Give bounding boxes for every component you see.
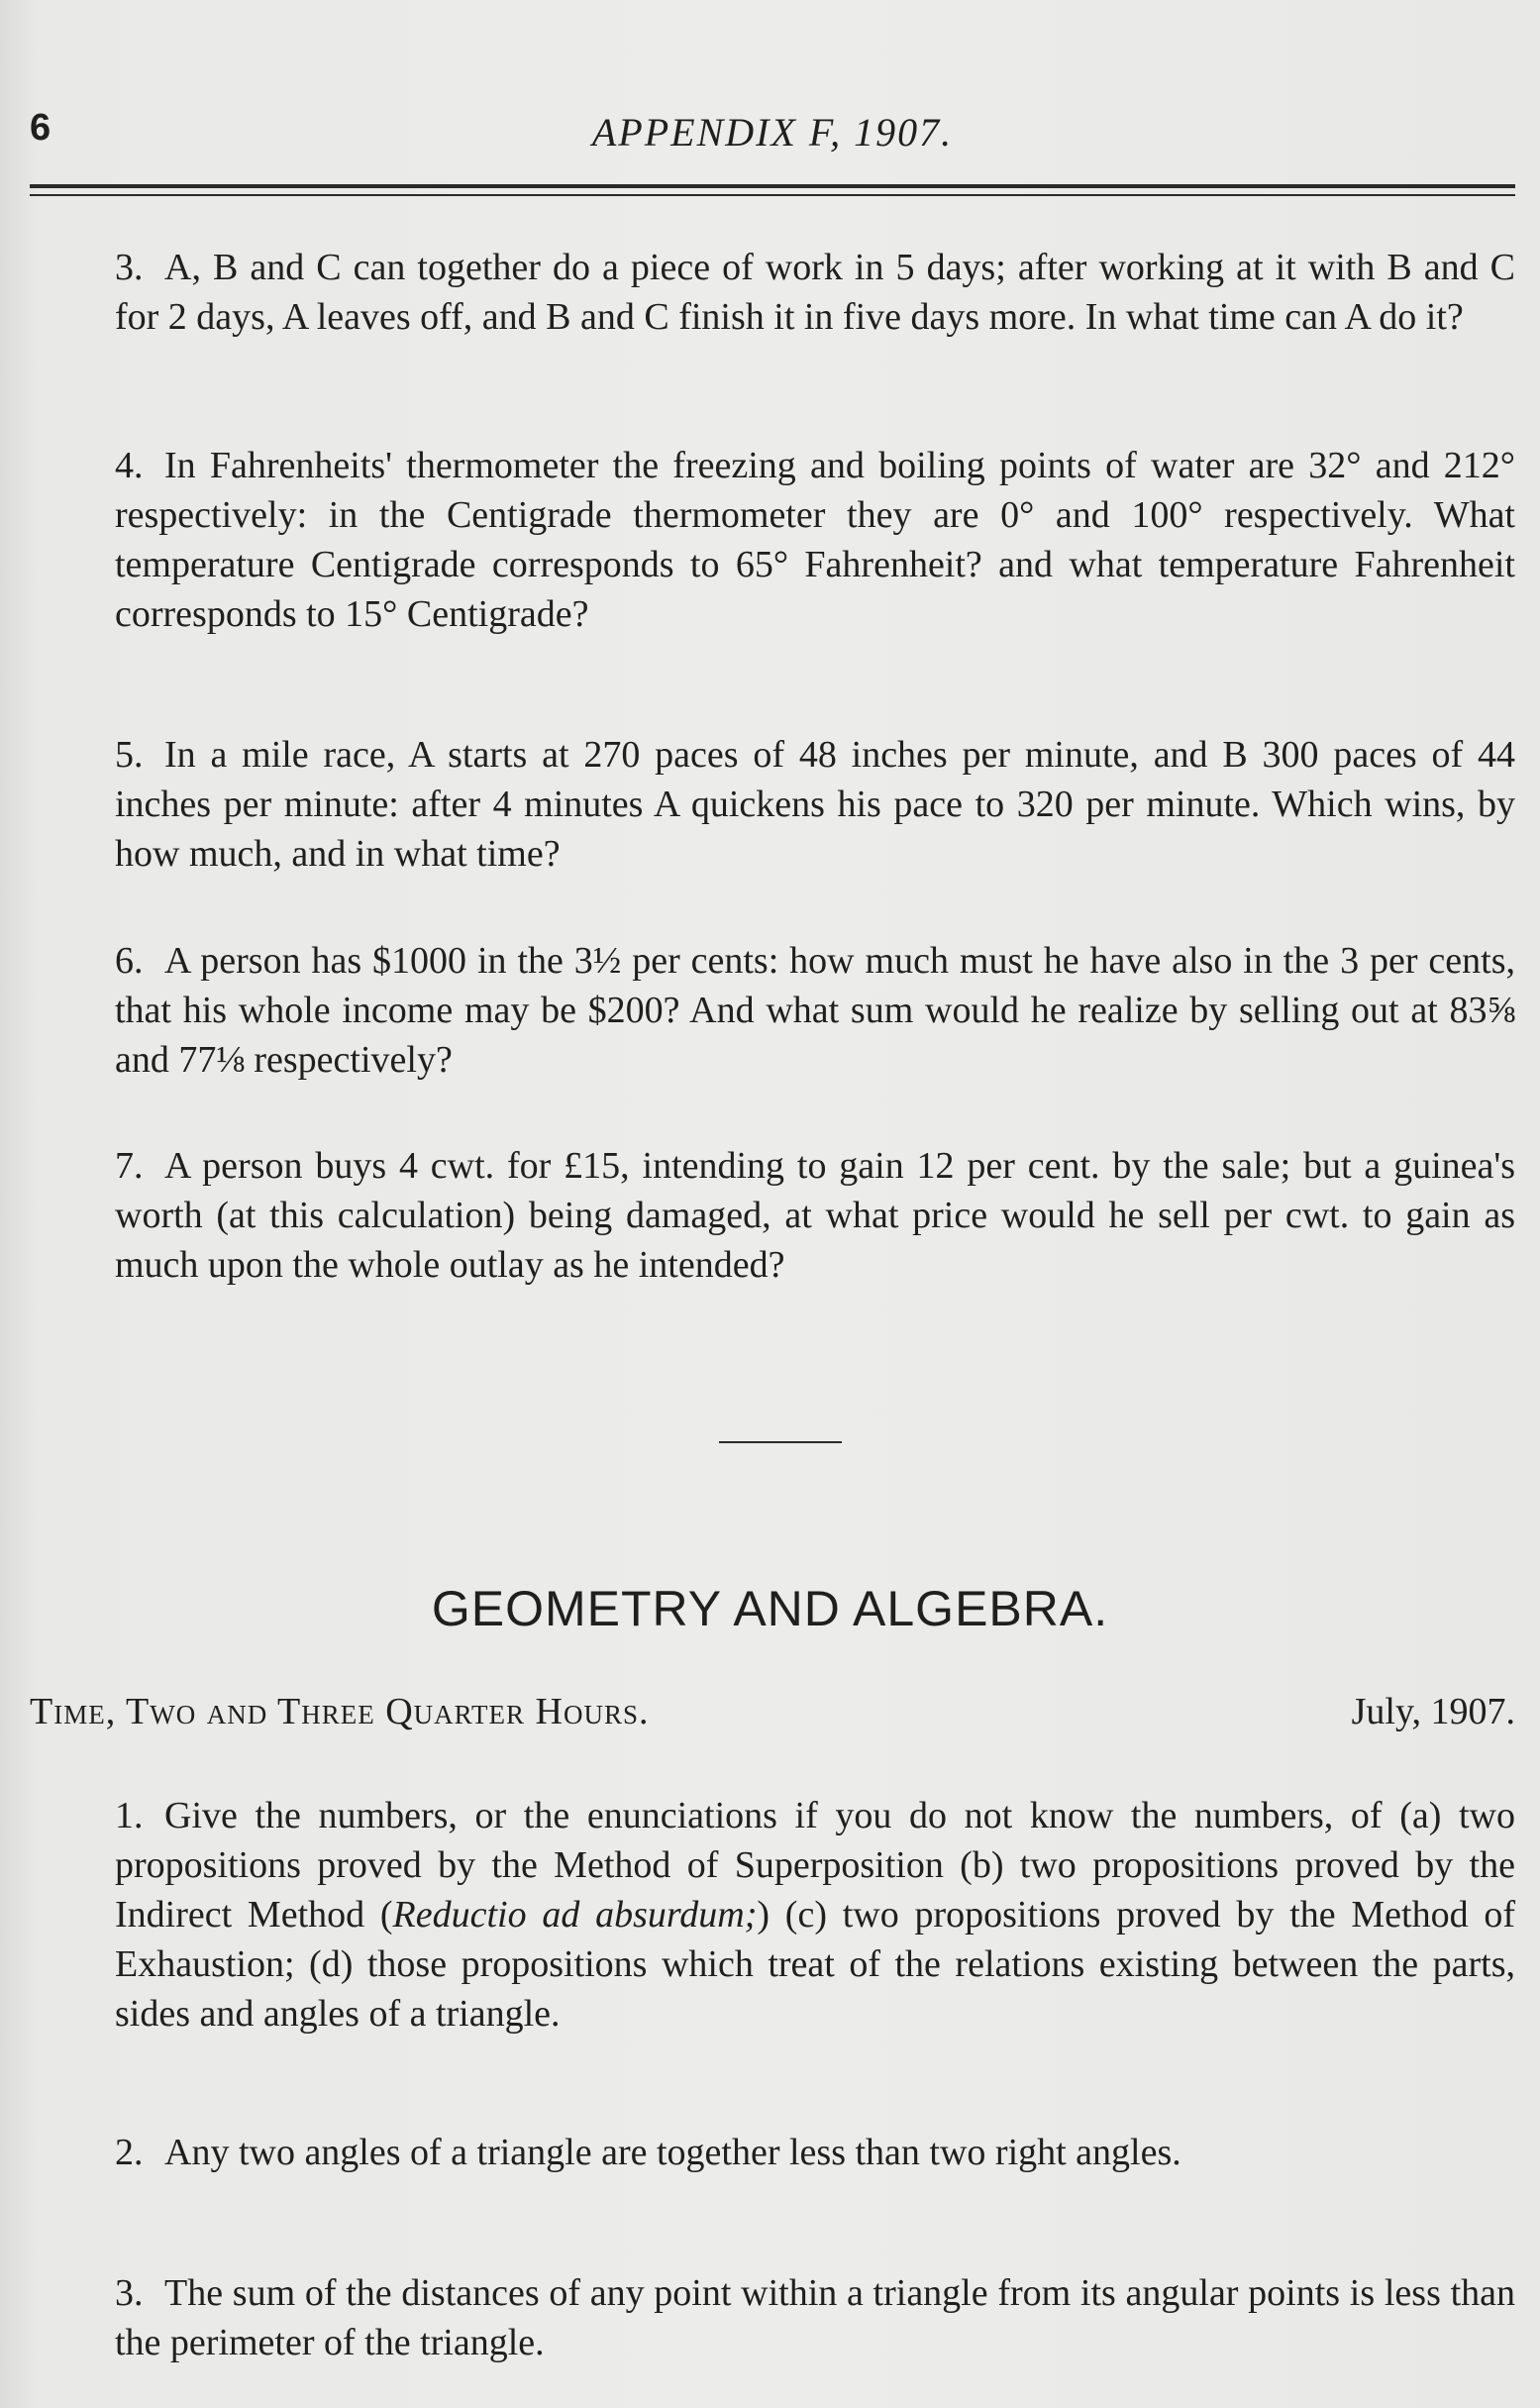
question-number: 7. <box>115 1145 144 1187</box>
question-7 <box>30 1141 1515 1290</box>
question-text: A person has $1000 in the 3½ per cents: how much must he have also in the 3 per cents, that his whole income may be $200? And what sum would he realize by selling out at 83⅝ and 77⅛ respectively? <box>115 940 1515 1081</box>
question-4 <box>30 441 1515 639</box>
question-text: A person buys 4 cwt. for £15, intending to gain 12 per cent. by the sale; but a guinea's worth (at this calculation) being damaged, at what price would he sell per cwt. to gain as much upon the whole outlay as he intended? <box>115 1145 1515 1286</box>
question-text: In a mile race, A starts at 270 paces of 48 inches per minute, and B 300 paces of 44 inches per minute: after 4 minutes A quickens his pace to 320 per minute. Which wins, by how much, and in what time? <box>115 734 1515 875</box>
question-text: A, B and C can together do a piece of work in 5 days; after working at it with B and C for 2 days, A leaves off, and B and C finish it in five days more. In what time can A do it? <box>115 247 1515 338</box>
question-text: In Fahrenheits' thermometer the freezing and boiling points of water are 32° and 212° respectively: in the Centigrade thermometer they are 0° and 100° respectively. What temperature Centigrade corresponds to 65° Fahrenheit? and what temperature Fahrenheit corresponds to 15° Centigrade? <box>115 445 1515 635</box>
section-separator <box>719 1441 842 1443</box>
exam-time-line <box>30 1690 1515 1739</box>
question-text: The sum of the distances of any point within a triangle from its angular points is less than the perimeter of the triangle. <box>115 2272 1515 2363</box>
question-6 <box>30 936 1515 1085</box>
section-heading: GEOMETRY AND ALGEBRA. <box>431 1581 1109 1636</box>
question-number: 3. <box>115 2272 144 2314</box>
geometry-question-3 <box>30 2268 1515 2367</box>
question-text: Give the numbers, or the enunciations if you do not know the numbers, of (a) two propositions proved by the Method of Superposition (b) two propositions proved by the Indirect Method ( <box>115 1795 1515 1936</box>
question-number: 6. <box>115 940 144 982</box>
question-number: 1. <box>115 1795 144 1836</box>
header-rule <box>30 184 1515 196</box>
question-number: 4. <box>115 445 144 486</box>
page-header <box>30 107 1515 166</box>
question-text-continued: ) (c) two propositions proved by the Method of Exhaustion; (d) those propositions which treat of the relations existing between the parts, sides and angles of a triangle. <box>115 1894 1515 2035</box>
question-text: Any two angles of a triangle are together less than two right angles. <box>164 2132 1181 2173</box>
question-5 <box>30 730 1515 879</box>
question-italic-text: Reductio ad absurdum; <box>392 1894 758 1936</box>
running-head: APPENDIX F, 1907. <box>591 110 954 155</box>
question-3 <box>30 243 1515 342</box>
page-number: 6 <box>30 107 51 149</box>
exam-duration: Time, Two and Three Quarter Hours. <box>30 1691 650 1732</box>
question-number: 5. <box>115 734 144 776</box>
geometry-question-1 <box>30 1791 1515 2039</box>
question-number: 2. <box>115 2132 144 2173</box>
geometry-question-2 <box>30 2128 1515 2177</box>
exam-date: July, 1907. <box>1351 1691 1515 1732</box>
question-number: 3. <box>115 247 144 288</box>
